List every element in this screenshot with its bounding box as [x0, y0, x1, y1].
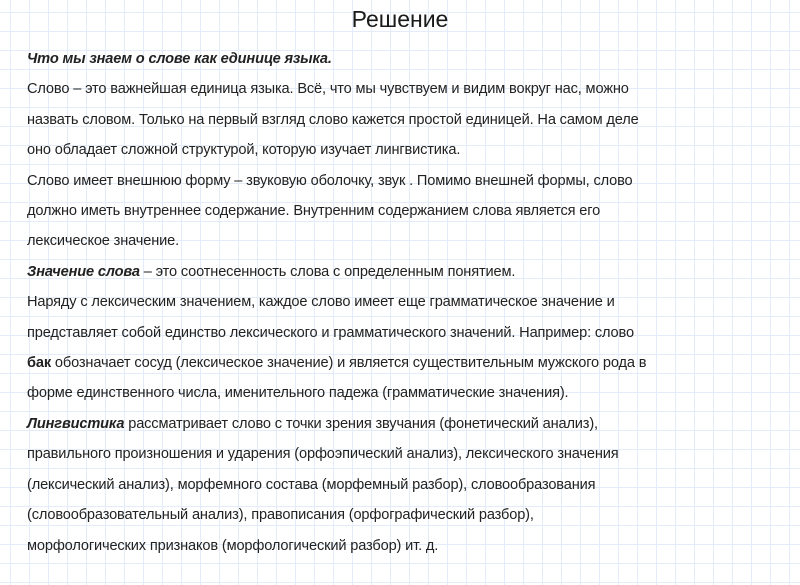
definition-term: Значение слова	[27, 263, 140, 280]
text-line: морфологических признаков (морфологический разбор) ит. д.	[27, 537, 439, 554]
text-line: Слово – это важнейшая единица языка. Всё, что мы чувствуем и видим вокруг нас, можно	[27, 81, 629, 98]
solution-text	[27, 44, 797, 561]
example-text: обозначает сосуд (лексическое значение) и является существительным мужского рода в	[51, 355, 647, 372]
example-word: бак	[27, 355, 51, 372]
linguistics-line	[27, 409, 797, 439]
text-line: Слово имеет внешнюю форму – звуковую оболочку, звук . Помимо внешней формы, слово	[27, 172, 633, 189]
text-line: (лексический анализ), морфемного состава (морфемный разбор), словообразования	[27, 476, 596, 493]
example-line	[27, 348, 797, 378]
text-line: представляет собой единство лексического и грамматического значений. Например: слово	[27, 324, 634, 341]
linguistics-text: рассматривает слово с точки зрения звучания (фонетический анализ),	[124, 415, 598, 432]
linguistics-term: Лингвистика	[27, 415, 125, 432]
text-line: (словообразовательный анализ), правописания (орфографический разбор),	[27, 507, 534, 524]
page-title: Решение	[351, 6, 449, 32]
definition-text: – это соотнесенность слова с определенным понятием.	[139, 263, 516, 280]
text-line: правильного произношения и ударения (орфоэпический анализ), лексического значения	[27, 446, 619, 463]
text-line: форме единственного числа, именительного падежа (грамматические значения).	[27, 385, 569, 402]
text-line: Наряду с лексическим значением, каждое слово имеет еще грамматическое значение и	[27, 294, 615, 311]
text-line: оно обладает сложной структурой, которую изучает лингвистика.	[27, 142, 461, 159]
section-heading: Что мы знаем о слове как единице языка.	[27, 51, 332, 67]
definition-line	[27, 257, 797, 287]
text-line: лексическое значение.	[27, 233, 179, 250]
text-line: должно иметь внутреннее содержание. Внутренним содержанием слова является его	[27, 203, 601, 220]
text-line: назвать словом. Только на первый взгляд слово кажется простой единицей. На самом деле	[27, 111, 639, 128]
